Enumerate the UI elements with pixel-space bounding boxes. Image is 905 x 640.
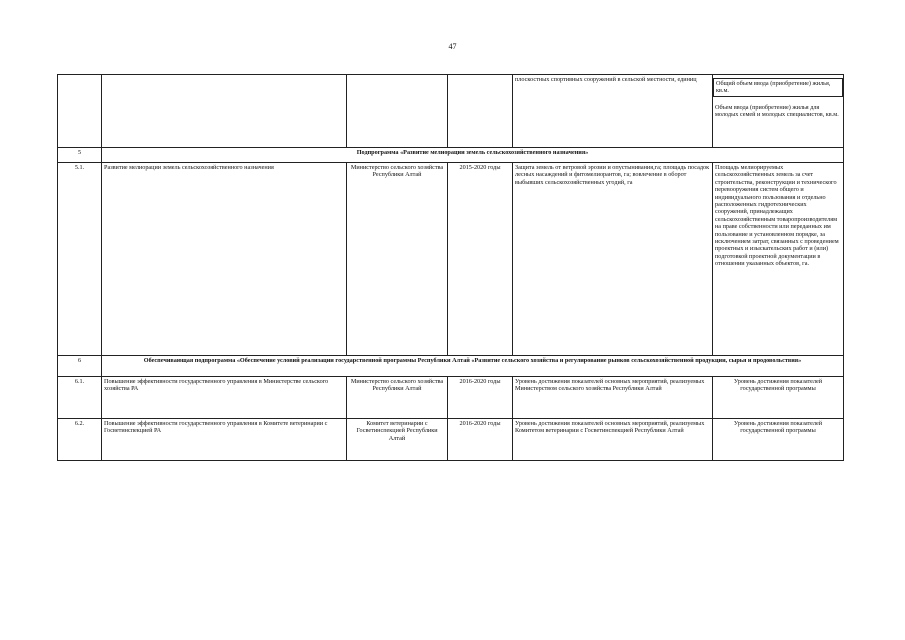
cell-period [448,75,513,148]
section-row [58,148,844,163]
cell-indicator: Уровень достижения показателей основных мероприятий, реализуемых Комитетом ветеринарии с Госветинспекцией Республики Алтай [513,419,713,461]
cell-executor: Министерство сельского хозяйства Республики Алтай [347,377,448,419]
cell-target: Площадь мелиорируемых сельскохозяйственных земель за счет строительства, реконструкции и технического перевооружения систем общего и индивидуального пользования и отдельно расположенных гидротехнических сооружений, принадлежащих сельскохозяйственным товаропроизводителям на праве собственности или переданных им пользование и установленном порядке, за исключением затрат, связанных с проведением проектных и изыскательских работ и (или) подготовкой проектной документации в отношении указанных объектов, га. [713,163,844,356]
cell-executor: Министерство сельского хозяйства Республики Алтай [347,163,448,356]
cell-num: 5.1. [58,163,102,356]
table-row [58,163,844,356]
target-item: Общий объем ввода (приобретение) жилья, кв.м. [713,78,843,97]
page-number: 47 [448,42,457,51]
table-row [58,75,844,148]
cell-num: 6.2. [58,419,102,461]
cell-name [102,75,347,148]
cell-period: 2015-2020 годы [448,163,513,356]
section-num: 5 [58,148,102,163]
section-row [58,356,844,377]
cell-period: 2016-2020 годы [448,377,513,419]
cell-executor [347,75,448,148]
table-row [58,377,844,419]
cell-executor: Комитет ветеринарии с Госветинспекцией Республики Алтай [347,419,448,461]
cell-indicator: Уровень достижения показателей основных мероприятий, реализуемых Министерством сельского хозяйства Республики Алтай [513,377,713,419]
cell-indicator: плоскостных спортивных сооружений в сельской местности, единиц [513,75,713,148]
section-title: Подпрограмма «Развитие мелиорации земель сельскохозяйственного назначения» [102,148,844,163]
program-table [57,74,844,461]
cell-num: 6.1. [58,377,102,419]
cell-name: Развитие мелиорации земель сельскохозяйственного назначения [102,163,347,356]
cell-target [713,75,844,148]
target-item: Объем ввода (приобретение) жилья для молодых семей и молодых специалистов, кв.м. [715,103,839,119]
table-row [58,419,844,461]
cell-name: Повышение эффективности государственного управления в Комитете ветеринарии с Госветинспекцией РА [102,419,347,461]
section-num: 6 [58,356,102,377]
cell-num [58,75,102,148]
cell-target: Уровень достижения показателей государственной программы [713,377,844,419]
section-title: Обеспечивающая подпрограмма «Обеспечение условий реализации государственной программы Республики Алтай «Развитие сельского хозяйства и регулирование рынков сельскохозяйственной продукции, сырья и продовольствия» [102,356,844,377]
cell-indicator: Защита земель от ветровой эрозии и опустынивания,га; площадь посадок лесных насаждений и фитомелиорантов, га; вовлечение в оборот выбывших сельскохозяйственных угодий, га [513,163,713,356]
cell-target: Уровень достижения показателей государственной программы [713,419,844,461]
cell-period: 2016-2020 годы [448,419,513,461]
cell-name: Повышение эффективности государственного управления в Министерстве сельского хозяйства РА [102,377,347,419]
